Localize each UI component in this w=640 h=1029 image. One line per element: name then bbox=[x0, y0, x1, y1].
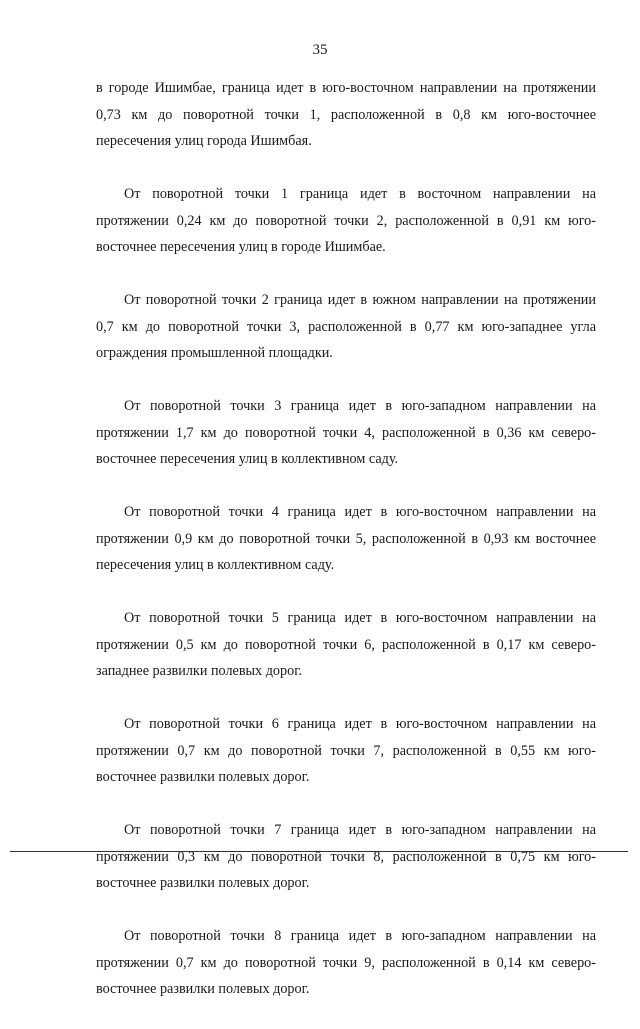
paragraph-point-6: От поворотной точки 6 граница идет в юго-восточном направлении на протяжении 0,7 км до поворотной точки 7, расположенной в 0,55 км юго-восточнее развилки полевых дорог. bbox=[96, 716, 596, 785]
paragraph-continuation: в городе Ишимбае, граница идет в юго-восточном направлении на протяжении 0,73 км до поворотной точки 1, расположенной в 0,8 км юго-восточнее пересечения улиц города Ишимбая. bbox=[96, 80, 596, 149]
paragraph-point-2: От поворотной точки 2 граница идет в южном направлении на протяжении 0,7 км до поворотной точки 3, расположенной в 0,77 км юго-западнее угла ограждения промышленной площадки. bbox=[96, 292, 596, 361]
paragraph-point-1: От поворотной точки 1 граница идет в восточном направлении на протяжении 0,24 км до поворотной точки 2, расположенной в 0,91 км юго-восточнее пересечения улиц в городе Ишимбае. bbox=[96, 186, 596, 255]
page-number: 35 bbox=[312, 42, 328, 58]
document-body bbox=[96, 75, 596, 1029]
paragraph-point-3: От поворотной точки 3 граница идет в юго-западном направлении на протяжении 1,7 км до поворотной точки 4, расположенной в 0,36 км северо-восточнее пересечения улиц в коллективном саду. bbox=[96, 398, 596, 467]
footer-divider-line bbox=[10, 851, 628, 852]
paragraph-point-7: От поворотной точки 7 граница идет в юго-западном направлении на протяжении 0,3 км до поворотной точки 8, расположенной в 0,75 км юго-восточнее развилки полевых дорог. bbox=[96, 822, 596, 891]
paragraph-point-5: От поворотной точки 5 граница идет в юго-восточном направлении на протяжении 0,5 км до поворотной точки 6, расположенной в 0,17 км северо-западнее развилки полевых дорог. bbox=[96, 610, 596, 679]
paragraph-point-8: От поворотной точки 8 граница идет в юго-западном направлении на протяжении 0,7 км до поворотной точки 9, расположенной в 0,14 км северо-восточнее развилки полевых дорог. bbox=[96, 928, 596, 997]
paragraph-point-4: От поворотной точки 4 граница идет в юго-восточном направлении на протяжении 0,9 км до поворотной точки 5, расположенной в 0,93 км восточнее пересечения улиц в коллективном саду. bbox=[96, 504, 596, 573]
